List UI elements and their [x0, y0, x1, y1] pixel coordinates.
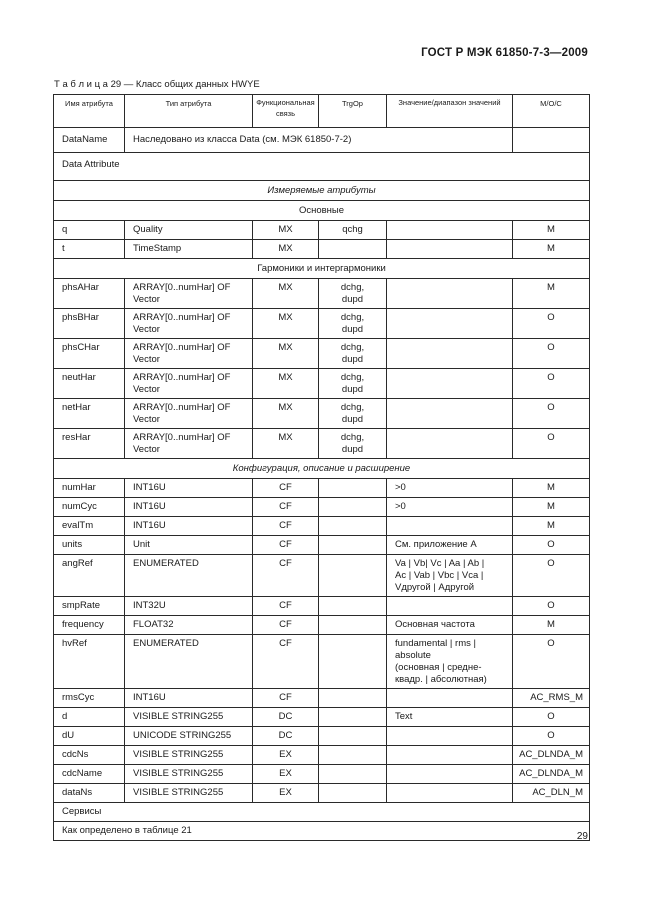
attr-name: numCyc: [54, 498, 125, 517]
attr-type: [125, 399, 253, 429]
col-header-range: Значение/диапазон значений: [387, 95, 513, 128]
attr-name: phsBHar: [54, 309, 125, 339]
cell-line: См. приложение А: [395, 539, 477, 550]
cell-line: Vector: [133, 414, 160, 425]
attr-type: INT16U: [125, 517, 253, 536]
attr-range: [387, 746, 513, 765]
cell-line: dchg,: [340, 372, 365, 383]
section-measured: [54, 181, 590, 201]
attr-trgop: [319, 536, 387, 555]
section-basic: [54, 201, 590, 221]
services-row-label: Сервисы: [54, 803, 590, 822]
attr-name: t: [54, 240, 125, 259]
attr-type: INT16U: [125, 498, 253, 517]
attr-name: q: [54, 221, 125, 240]
attr-fc: CF: [253, 498, 319, 517]
attr-moc: M: [513, 479, 590, 498]
attr-moc: O: [513, 399, 590, 429]
attr-fc: DC: [253, 708, 319, 727]
attr-range: [387, 517, 513, 536]
attr-fc: MX: [253, 240, 319, 259]
attr-moc: M: [513, 517, 590, 536]
attr-moc: M: [513, 240, 590, 259]
cell-line: ARRAY[0..numHar] OF: [133, 282, 231, 293]
attr-range: [387, 498, 513, 517]
cell-line: ARRAY[0..numHar] OF: [133, 402, 231, 413]
attr-moc: O: [513, 536, 590, 555]
attr-fc: CF: [253, 635, 319, 689]
document-code: ГОСТ Р МЭК 61850-7-3—2009: [421, 47, 588, 59]
table-row: [54, 708, 590, 727]
attr-type: [125, 309, 253, 339]
col-header-trgop: TrgOp: [319, 95, 387, 128]
attr-fc: EX: [253, 784, 319, 803]
dataname-name: DataName: [54, 128, 125, 153]
cell-line: Text: [395, 711, 413, 722]
cell-line: Vдругой | Адругой: [395, 582, 475, 593]
section-config-label: Конфигурация, описание и расширение: [54, 459, 590, 479]
table-row: [54, 765, 590, 784]
attr-type: ENUMERATED: [125, 635, 253, 689]
attr-name: smpRate: [54, 597, 125, 616]
attr-fc: MX: [253, 369, 319, 399]
table-row: [54, 221, 590, 240]
attr-name: resHar: [54, 429, 125, 459]
cell-line: Основная частота: [395, 619, 475, 630]
cell-line: Ac | Vab | Vbc | Vca |: [395, 570, 484, 581]
attr-range: [387, 339, 513, 369]
attr-name: cdcName: [54, 765, 125, 784]
attr-name: evalTm: [54, 517, 125, 536]
attr-type: VISIBLE STRING255: [125, 746, 253, 765]
cell-line: Vector: [133, 444, 160, 455]
table-row: [54, 689, 590, 708]
cell-line: fundamental | rms |: [395, 638, 476, 649]
attr-range: [387, 765, 513, 784]
attr-trgop: qchg: [319, 221, 387, 240]
attr-name: neutHar: [54, 369, 125, 399]
cell-line: ARRAY[0..numHar] OF: [133, 432, 231, 443]
attr-name: rmsCyc: [54, 689, 125, 708]
attr-trgop: [319, 369, 387, 399]
attr-trgop: [319, 597, 387, 616]
attr-trgop: [319, 555, 387, 597]
table-row: [54, 429, 590, 459]
header-row: [54, 95, 590, 128]
table-row: [54, 240, 590, 259]
col-header-moc: М/О/С: [513, 95, 590, 128]
attr-name: cdcNs: [54, 746, 125, 765]
cell-line: dupd: [341, 414, 364, 425]
attr-trgop: [319, 517, 387, 536]
attr-type: INT16U: [125, 479, 253, 498]
attr-moc: M: [513, 221, 590, 240]
cell-line: dupd: [341, 324, 364, 335]
attr-trgop: [319, 240, 387, 259]
attr-fc: CF: [253, 616, 319, 635]
attr-trgop: [319, 784, 387, 803]
attr-name: dU: [54, 727, 125, 746]
attr-range: [387, 635, 513, 689]
attr-moc: O: [513, 597, 590, 616]
attr-moc: AC_RMS_M: [513, 689, 590, 708]
table-row: [54, 616, 590, 635]
attr-fc: CF: [253, 689, 319, 708]
cell-line: dupd: [341, 384, 364, 395]
attr-name: hvRef: [54, 635, 125, 689]
attr-trgop: [319, 479, 387, 498]
attr-moc: O: [513, 727, 590, 746]
attr-name: dataNs: [54, 784, 125, 803]
attr-moc: M: [513, 498, 590, 517]
table-row: [54, 479, 590, 498]
cell-line: >0: [395, 482, 406, 493]
cell-line: >0: [395, 501, 406, 512]
attr-moc: M: [513, 279, 590, 309]
attr-type: [125, 339, 253, 369]
attr-fc: MX: [253, 279, 319, 309]
attr-type: TimeStamp: [125, 240, 253, 259]
section-basic-label: Основные: [54, 201, 590, 221]
services-text-row-label: Как определено в таблице 21: [54, 822, 590, 841]
attr-range: [387, 689, 513, 708]
attr-fc: MX: [253, 429, 319, 459]
attr-trgop: [319, 309, 387, 339]
attr-fc: EX: [253, 765, 319, 784]
attr-moc: AC_DLNDA_M: [513, 746, 590, 765]
attr-trgop: [319, 339, 387, 369]
table-row: [54, 369, 590, 399]
attr-type: VISIBLE STRING255: [125, 708, 253, 727]
attr-fc: CF: [253, 479, 319, 498]
attr-trgop: [319, 689, 387, 708]
cell-line: ARRAY[0..numHar] OF: [133, 342, 231, 353]
services-row: [54, 803, 590, 822]
table-row: [54, 309, 590, 339]
attr-trgop: [319, 279, 387, 309]
col-header-fc: Функциональная связь: [253, 95, 319, 128]
attr-fc: CF: [253, 517, 319, 536]
cell-line: (основная | средне-: [395, 662, 482, 673]
attr-range: [387, 479, 513, 498]
attr-type: VISIBLE STRING255: [125, 765, 253, 784]
cell-line: dchg,: [340, 432, 365, 443]
cell-line: dupd: [341, 294, 364, 305]
attr-type: Quality: [125, 221, 253, 240]
attr-fc: MX: [253, 399, 319, 429]
table-row: [54, 635, 590, 689]
cell-line: Vector: [133, 354, 160, 365]
attr-type: FLOAT32: [125, 616, 253, 635]
attr-type: INT32U: [125, 597, 253, 616]
attr-trgop: [319, 746, 387, 765]
attr-moc: O: [513, 429, 590, 459]
attr-range: [387, 597, 513, 616]
attr-range: [387, 429, 513, 459]
table-row: [54, 536, 590, 555]
attr-moc: O: [513, 369, 590, 399]
table-row: [54, 498, 590, 517]
table-row: [54, 517, 590, 536]
attr-trgop: [319, 727, 387, 746]
attr-name: units: [54, 536, 125, 555]
attr-range: [387, 616, 513, 635]
attr-name: phsAHar: [54, 279, 125, 309]
attr-range: [387, 369, 513, 399]
table-row: [54, 784, 590, 803]
attr-range: [387, 784, 513, 803]
cell-line: dchg,: [340, 312, 365, 323]
attr-fc: MX: [253, 221, 319, 240]
data-attribute-row: [54, 153, 590, 181]
section-harmonics: [54, 259, 590, 279]
cell-line: absolute: [395, 650, 431, 661]
cell-line: ARRAY[0..numHar] OF: [133, 312, 231, 323]
attr-trgop: [319, 429, 387, 459]
col-header-name: Имя атрибута: [54, 95, 125, 128]
table-row: [54, 555, 590, 597]
attr-name: numHar: [54, 479, 125, 498]
attr-type: Unit: [125, 536, 253, 555]
cell-line: Vector: [133, 294, 160, 305]
attr-moc: AC_DLN_M: [513, 784, 590, 803]
section-harmonics-label: Гармоники и интергармоники: [54, 259, 590, 279]
attr-range: [387, 727, 513, 746]
attr-fc: CF: [253, 597, 319, 616]
table-row: [54, 339, 590, 369]
attr-name: phsCHar: [54, 339, 125, 369]
cell-line: ARRAY[0..numHar] OF: [133, 372, 231, 383]
cell-line: Vector: [133, 324, 160, 335]
page-number: 29: [576, 831, 588, 842]
attr-trgop: [319, 635, 387, 689]
table-row: [54, 597, 590, 616]
attr-range: [387, 240, 513, 259]
attr-moc: O: [513, 635, 590, 689]
attr-moc: AC_DLNDA_M: [513, 765, 590, 784]
attr-range: [387, 279, 513, 309]
cell-line: dupd: [341, 354, 364, 365]
cell-line: dchg,: [340, 402, 365, 413]
attr-name: d: [54, 708, 125, 727]
attr-fc: CF: [253, 536, 319, 555]
attr-moc: M: [513, 616, 590, 635]
cell-line: dchg,: [340, 342, 365, 353]
attr-type: UNICODE STRING255: [125, 727, 253, 746]
attr-moc: O: [513, 708, 590, 727]
attr-name: netHar: [54, 399, 125, 429]
attr-range: [387, 221, 513, 240]
attr-range: [387, 399, 513, 429]
cell-line: dchg,: [340, 282, 365, 293]
cell-line: dupd: [341, 444, 364, 455]
attr-trgop: [319, 498, 387, 517]
attr-type: [125, 369, 253, 399]
attr-fc: MX: [253, 309, 319, 339]
attr-range: [387, 708, 513, 727]
cell-line: квадр. | абсолютная): [395, 674, 487, 685]
table-caption: Т а б л и ц а 29 — Класс общих данных HWYE: [54, 79, 260, 90]
table-row: [54, 746, 590, 765]
table-row: [54, 279, 590, 309]
attr-type: [125, 429, 253, 459]
cell-line: Vector: [133, 384, 160, 395]
col-header-type: Тип атрибута: [125, 95, 253, 128]
attr-fc: EX: [253, 746, 319, 765]
hwye-table: [53, 94, 590, 841]
dataname-row: [54, 128, 590, 153]
attr-moc: O: [513, 339, 590, 369]
attr-name: frequency: [54, 616, 125, 635]
attr-fc: CF: [253, 555, 319, 597]
attr-range: [387, 555, 513, 597]
attr-fc: DC: [253, 727, 319, 746]
attr-trgop: [319, 708, 387, 727]
attr-range: [387, 536, 513, 555]
attr-range: [387, 309, 513, 339]
attr-fc: MX: [253, 339, 319, 369]
attr-moc: O: [513, 309, 590, 339]
attr-type: INT16U: [125, 689, 253, 708]
services-text-row: [54, 822, 590, 841]
attr-type: [125, 279, 253, 309]
table-row: [54, 727, 590, 746]
dataname-desc: Наследовано из класса Data (см. МЭК 61850-7-2): [125, 128, 513, 153]
data-attribute-label: Data Attribute: [54, 153, 590, 181]
attr-trgop: [319, 399, 387, 429]
section-measured-label: Измеряемые атрибуты: [54, 181, 590, 201]
attr-type: ENUMERATED: [125, 555, 253, 597]
attr-trgop: [319, 616, 387, 635]
attr-type: VISIBLE STRING255: [125, 784, 253, 803]
attr-moc: O: [513, 555, 590, 597]
attr-trgop: [319, 765, 387, 784]
section-config: [54, 459, 590, 479]
cell-line: Va | Vb| Vc | Aa | Ab |: [395, 558, 485, 569]
attr-name: angRef: [54, 555, 125, 597]
table-row: [54, 399, 590, 429]
